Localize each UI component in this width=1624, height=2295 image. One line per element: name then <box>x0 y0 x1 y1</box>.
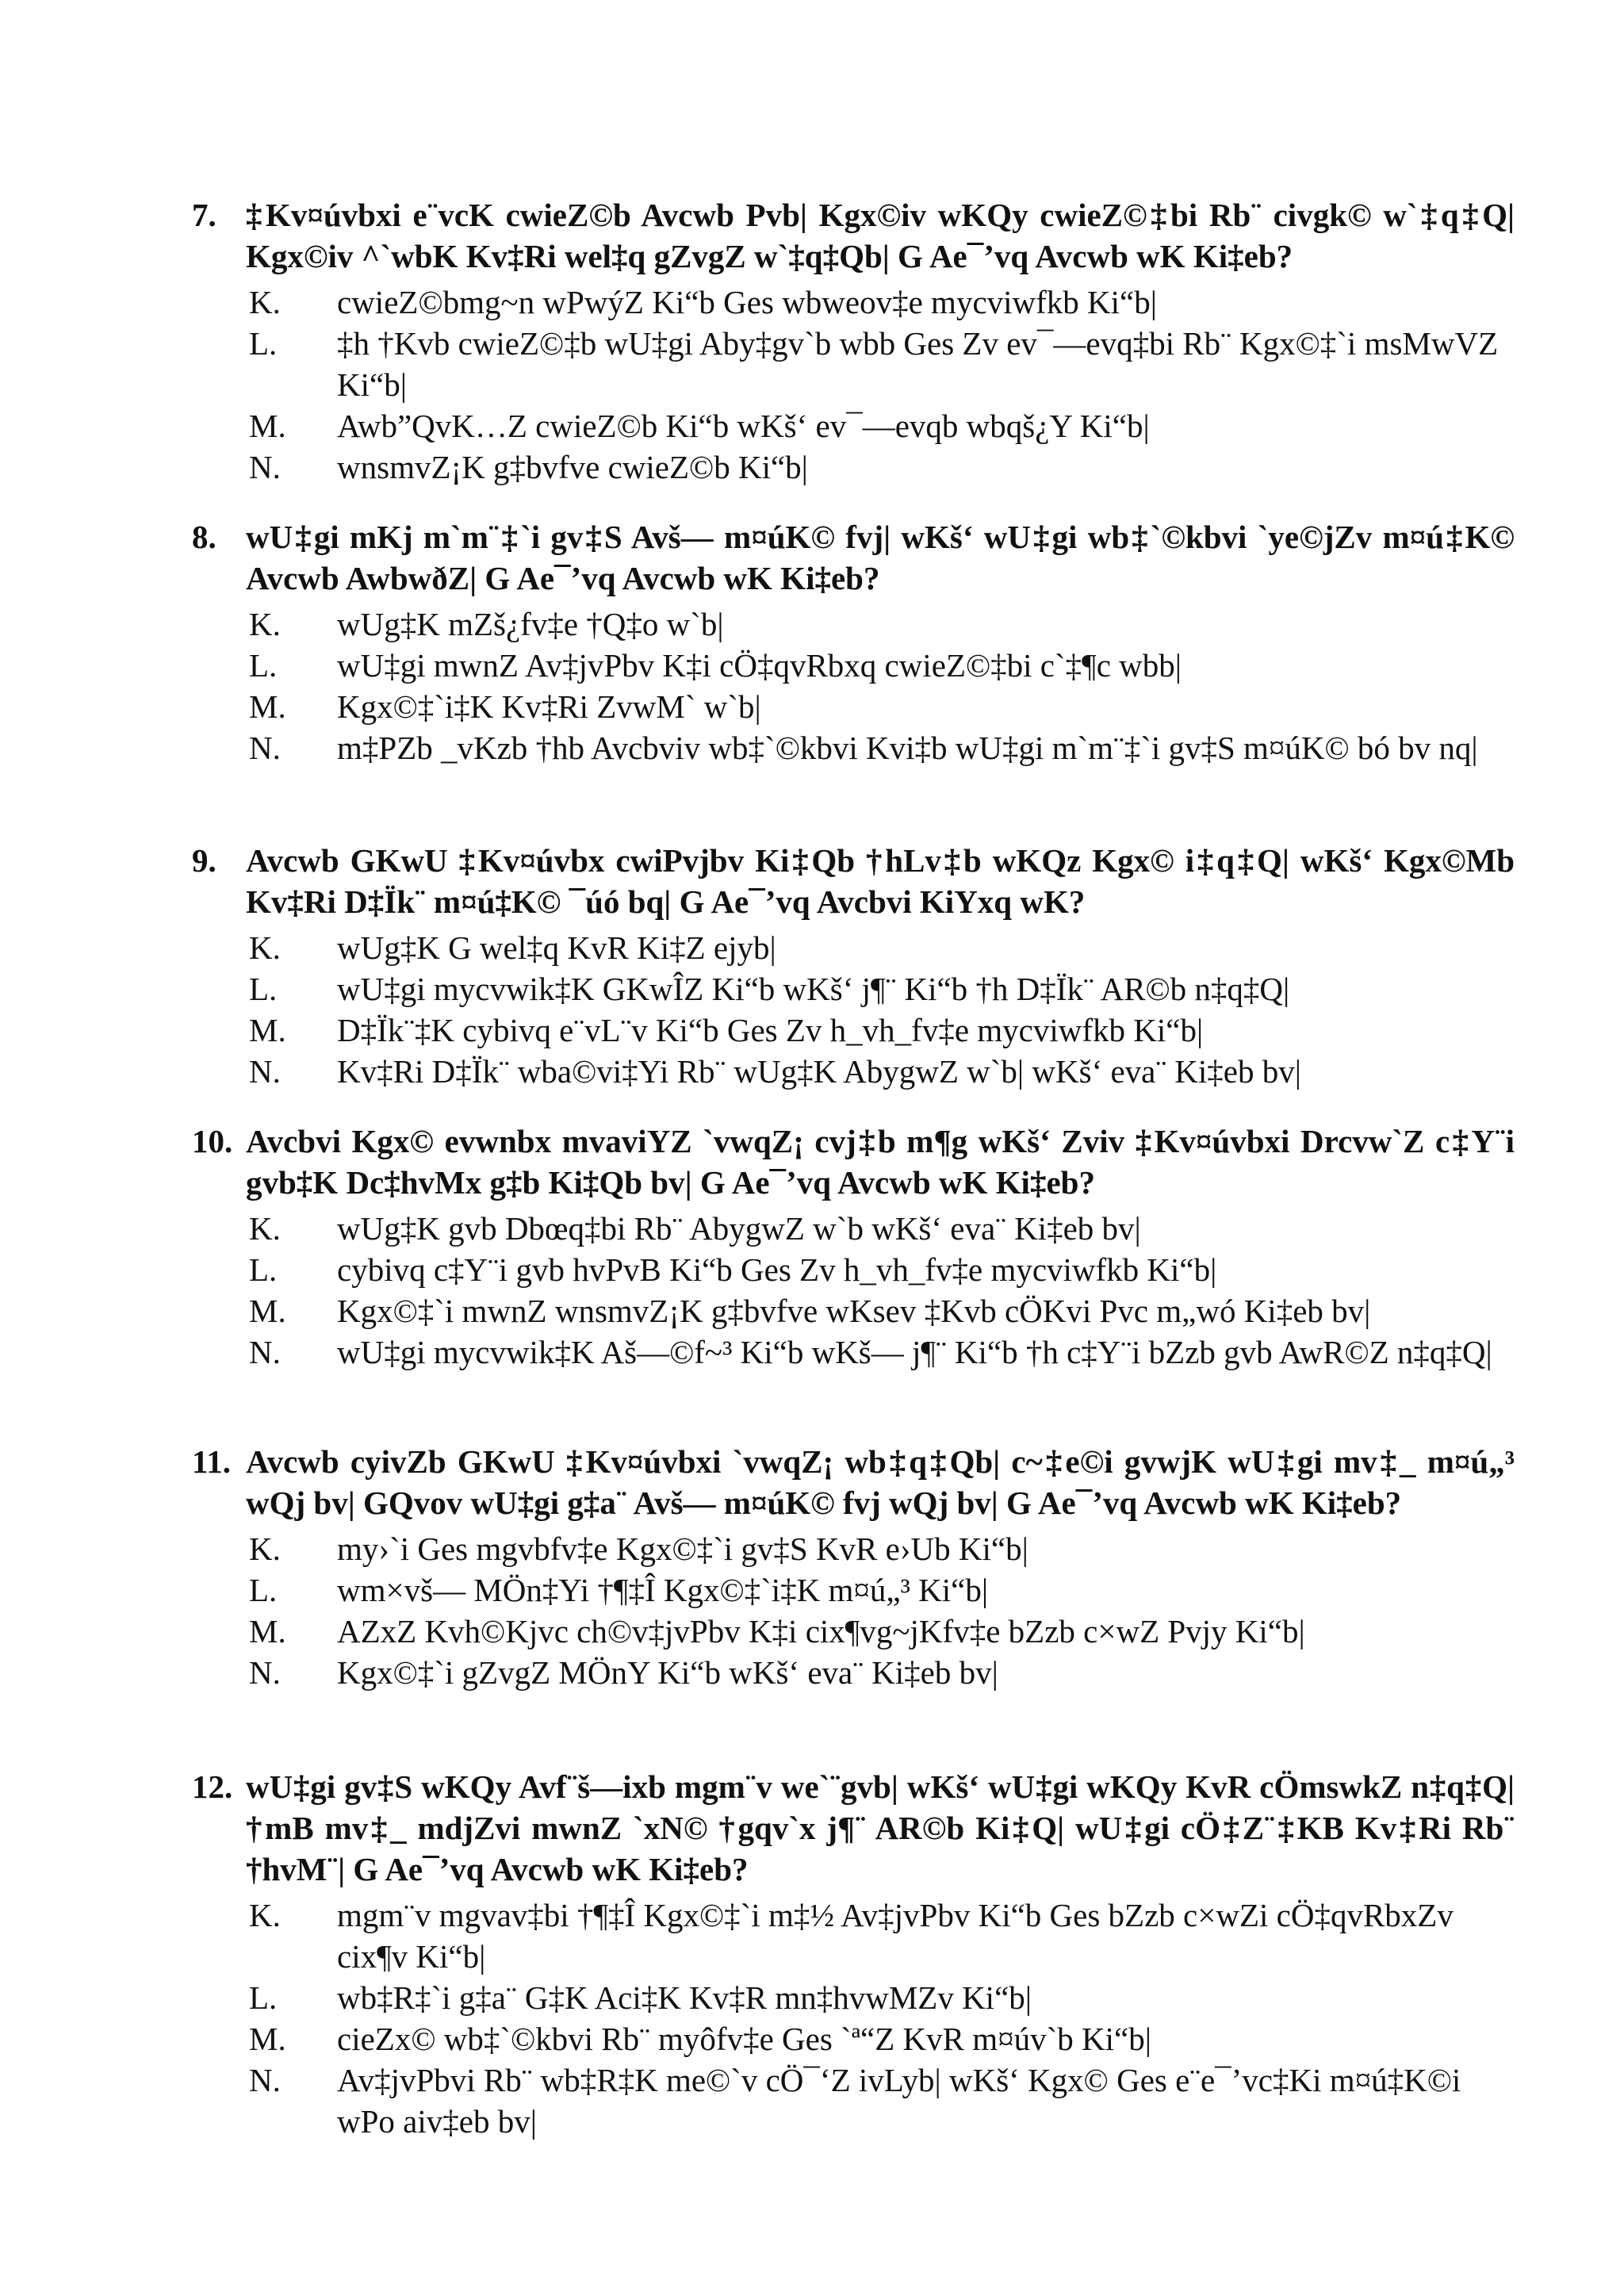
options-list <box>198 1528 1515 1693</box>
question-stem <box>192 1441 1515 1523</box>
question-12 <box>192 1766 1515 2142</box>
option-text: wm×vš— MÖn‡Yi †¶‡Î Kgx©‡`i‡K m¤ú„³ Ki“b| <box>337 1572 989 1608</box>
options-list <box>198 1895 1515 2142</box>
option-m <box>198 686 1515 727</box>
option-letter: M. <box>249 1012 286 1048</box>
option-l <box>198 645 1515 686</box>
option-letter: M. <box>249 2021 286 2057</box>
option-l <box>198 968 1515 1010</box>
option-text: wUg‡K gvb Dbœq‡bi Rb¨ AbygwZ w`b wKš‘ eva¨ Ki‡eb bv| <box>337 1210 1141 1247</box>
option-text: wU‡gi mycvwik‡K Aš—©f~³ Ki“b wKš— j¶¨ Ki“b †h c‡Y¨i bZzb gvb AwR©Z n‡q‡Q| <box>337 1334 1492 1370</box>
option-text: AZxZ Kvh©Kjvc ch©v‡jvPbv K‡i cix¶vg~jKfv‡e bZzb c×wZ Pvjy Ki“b| <box>337 1613 1305 1649</box>
option-text: wU‡gi mycvwik‡K GKwÎZ Ki“b wKš‘ j¶¨ Ki“b †h D‡Ïk¨ AR©b n‡q‡Q| <box>337 971 1290 1007</box>
option-letter: K. <box>249 1897 281 1933</box>
question-text: wU‡gi gv‡S wKQy Avf¨š—ixb mgm¨v we`¨gvb| wKš‘ wU‡gi wKQy KvR cÖmswkZ n‡q‡Q| †mB mv‡_ mdjZvi mwnZ `xN© †gqv`x j¶¨ AR©b Ki‡Q| wU‡gi cÖ‡Z¨‡KB Kv‡Ri Rb¨ †hvM¨| G Ae¯’vq Avcwb wK Ki‡eb? <box>246 1768 1515 1887</box>
option-text: Kv‡Ri D‡Ïk¨ wba©vi‡Yi Rb¨ wUg‡K AbygwZ w`b| wKš‘ eva¨ Ki‡eb bv| <box>337 1053 1301 1090</box>
option-text: my›`i Ges mgvbfv‡e Kgx©‡`i gv‡S KvR e›Ub Ki“b| <box>337 1531 1028 1567</box>
option-n <box>198 1331 1515 1373</box>
option-k <box>198 1895 1515 1977</box>
question-text: wU‡gi mKj m`m¨‡`i gv‡S Avš— m¤úK© fvj| wKš‘ wU‡gi wb‡`©kbvi `ye©jZv m¤ú‡K© Avcwb AwbwðZ| G Ae¯’vq Avcwb wK Ki‡eb? <box>246 519 1515 596</box>
question-9 <box>192 840 1515 1092</box>
option-letter: N. <box>249 1334 281 1370</box>
option-letter: M. <box>249 1293 286 1329</box>
option-letter: N. <box>249 449 281 485</box>
option-text: wb‡R‡`i g‡a¨ G‡K Aci‡K Kv‡R mn‡hvwMZv Ki“b| <box>337 1979 1032 2016</box>
option-letter: N. <box>249 2062 281 2098</box>
option-text: wUg‡K mZš¿fv‡e †Q‡o w`b| <box>337 606 724 642</box>
option-text: Kgx©‡`i‡K Kv‡Ri ZvwM` w`b| <box>337 688 761 725</box>
option-letter: L. <box>249 1979 278 2016</box>
question-text: Avcwb cyivZb GKwU ‡Kv¤úvbxi `vwqZ¡ wb‡q‡Qb| c~‡e©i gvwjK wU‡gi mv‡_ m¤ú„³ wQj bv| GQvov wU‡gi g‡a¨ Avš— m¤úK© fvj wQj bv| G Ae¯’vq Avcwb wK Ki‡eb? <box>246 1443 1515 1521</box>
question-number: 11. <box>192 1443 231 1480</box>
option-n <box>198 1051 1515 1092</box>
question-number: 8. <box>192 519 216 555</box>
option-text: mgm¨v mgvav‡bi †¶‡Î Kgx©‡`i m‡½ Av‡jvPbv Ki“b Ges bZzb c×wZi cÖ‡qvRbxZv cix¶v Ki“b| <box>337 1897 1454 1975</box>
question-7 <box>192 194 1515 488</box>
option-l <box>198 323 1515 405</box>
question-stem <box>192 194 1515 277</box>
option-k <box>198 1528 1515 1569</box>
option-text: cybivq c‡Y¨i gvb hvPvB Ki“b Ges Zv h_vh_fv‡e mycviwfkb Ki“b| <box>337 1251 1217 1288</box>
option-k <box>198 1208 1515 1249</box>
options-list <box>198 1208 1515 1373</box>
options-list <box>198 927 1515 1092</box>
question-text: Avcwb GKwU ‡Kv¤úvbx cwiPvjbv Ki‡Qb †hLv‡b wKQz Kgx© i‡q‡Q| wKš‘ Kgx©Mb Kv‡Ri D‡Ïk¨ m¤ú‡K© ¯úó bq| G Ae¯’vq Avcbvi KiYxq wK? <box>246 842 1515 920</box>
option-text: wUg‡K G wel‡q KvR Ki‡Z ejyb| <box>337 929 776 966</box>
question-stem <box>192 1121 1515 1203</box>
question-stem <box>192 1766 1515 1890</box>
question-10 <box>192 1121 1515 1373</box>
option-letter: K. <box>249 929 281 966</box>
option-l <box>198 1249 1515 1290</box>
option-text: D‡Ïk¨‡K cybivq e¨vL¨v Ki“b Ges Zv h_vh_fv‡e mycviwfkb Ki“b| <box>337 1012 1204 1048</box>
option-m <box>198 405 1515 446</box>
question-text: ‡Kv¤úvbxi e¨vcK cwieZ©b Avcwb Pvb| Kgx©iv wKQy cwieZ©‡bi Rb¨ civgk© w`‡q‡Q| Kgx©iv ^`wbK Kv‡Ri wel‡q gZvgZ w`‡q‡Qb| G Ae¯’vq Avcwb wK Ki‡eb? <box>246 197 1515 274</box>
option-text: m‡PZb _vKzb †hb Avcbviv wb‡`©kbvi Kvi‡b wU‡gi m`m¨‡`i gv‡S m¤úK© bó bv nq| <box>337 730 1478 766</box>
option-letter: K. <box>249 284 281 320</box>
option-n <box>198 446 1515 488</box>
options-list <box>198 282 1515 488</box>
option-letter: K. <box>249 606 281 642</box>
question-number: 9. <box>192 842 216 879</box>
question-number: 10. <box>192 1123 233 1159</box>
option-letter: K. <box>249 1531 281 1567</box>
option-n <box>198 1652 1515 1693</box>
option-letter: M. <box>249 1613 286 1649</box>
option-letter: L. <box>249 1251 278 1288</box>
question-number: 7. <box>192 197 216 233</box>
option-letter: L. <box>249 1572 278 1608</box>
option-k <box>198 603 1515 645</box>
question-11 <box>192 1441 1515 1693</box>
question-number: 12. <box>192 1768 233 1805</box>
option-m <box>198 1290 1515 1331</box>
option-text: Awb”QvK…Z cwieZ©b Ki“b wKš‘ ev¯—evqb wbqš¿Y Ki“b| <box>337 408 1150 444</box>
option-letter: K. <box>249 1210 281 1247</box>
option-k <box>198 927 1515 968</box>
option-letter: N. <box>249 1654 281 1691</box>
option-n <box>198 2059 1515 2142</box>
option-letter: L. <box>249 325 278 362</box>
option-m <box>198 1010 1515 1051</box>
option-k <box>198 282 1515 323</box>
option-text: cieZx© wb‡`©kbvi Rb¨ myôfv‡e Ges `ª“Z KvR m¤úv`b Ki“b| <box>337 2021 1151 2057</box>
option-letter: N. <box>249 1053 281 1090</box>
option-text: cwieZ©bmg~n wPwýZ Ki“b Ges wbweov‡e mycviwfkb Ki“b| <box>337 284 1157 320</box>
question-stem <box>192 840 1515 922</box>
option-text: wnsmvZ¡K g‡bvfve cwieZ©b Ki“b| <box>337 449 808 485</box>
option-text: wU‡gi mwnZ Av‡jvPbv K‡i cÖ‡qvRbxq cwieZ©‡bi c`‡¶c wbb| <box>337 647 1182 684</box>
option-m <box>198 2018 1515 2059</box>
option-letter: N. <box>249 730 281 766</box>
option-m <box>198 1611 1515 1652</box>
option-text: Kgx©‡`i mwnZ wnsmvZ¡K g‡bvfve wKsev ‡Kvb cÖKvi Pvc m„wó Ki‡eb bv| <box>337 1293 1371 1329</box>
option-text: ‡h †Kvb cwieZ©‡b wU‡gi Aby‡gv`b wbb Ges Zv ev¯—evq‡bi Rb¨ Kgx©‡`i msMwVZ Ki“b| <box>337 325 1499 403</box>
question-stem <box>192 516 1515 599</box>
option-letter: M. <box>249 408 286 444</box>
option-text: Av‡jvPbvi Rb¨ wb‡R‡K me©`v cÖ¯‘Z ivLyb| wKš‘ Kgx© Ges e¨e¯’vc‡Ki m¤ú‡K©i wPo aiv‡eb bv| <box>337 2062 1461 2140</box>
option-letter: M. <box>249 688 286 725</box>
option-letter: L. <box>249 647 278 684</box>
question-8 <box>192 516 1515 768</box>
option-n <box>198 727 1515 768</box>
option-text: Kgx©‡`i gZvgZ MÖnY Ki“b wKš‘ eva¨ Ki‡eb bv| <box>337 1654 998 1691</box>
question-text: Avcbvi Kgx© evwnbx mvaviYZ `vwqZ¡ cvj‡b m¶g wKš‘ Zviv ‡Kv¤úvbxi Drcvw`Z c‡Y¨i gvb‡K Dc‡hvMx g‡b Ki‡Qb bv| G Ae¯’vq Avcwb wK Ki‡eb? <box>246 1123 1515 1201</box>
option-l <box>198 1977 1515 2018</box>
option-letter: L. <box>249 971 278 1007</box>
option-l <box>198 1569 1515 1611</box>
options-list <box>198 603 1515 768</box>
